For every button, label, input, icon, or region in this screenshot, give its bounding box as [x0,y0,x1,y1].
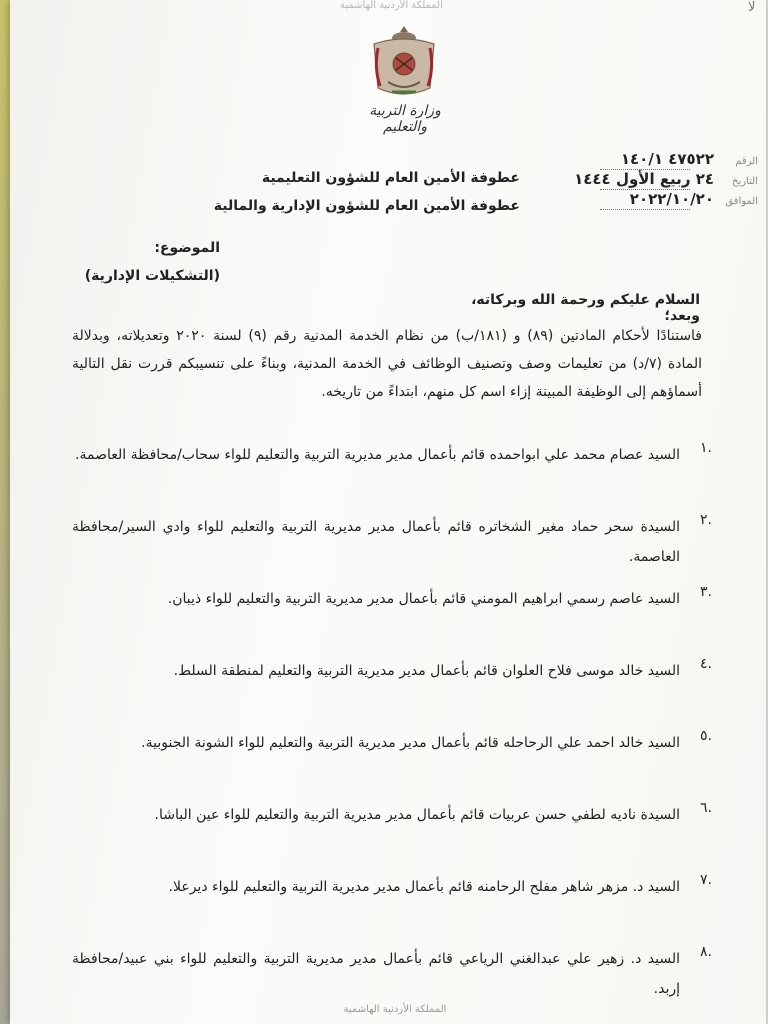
list-item [72,650,712,722]
item-text: السيد د. مزهر شاهر مفلح الرحامنه قائم بأعمال مدير مديرية التربية والتعليم للواء ديرعلا. [168,879,680,895]
addressee-1: عطوفة الأمين العام للشؤون التعليمية [261,170,520,186]
reference-date-label: التاريخ [732,176,758,187]
reference-date-value: ٢٤ ربيع الأول ١٤٤٤ [574,170,714,188]
item-text: السيد خالد احمد علي الرحاحله قائم بأعمال مدير مديرية التربية والتعليم للواء الشونة الجنوبية. [141,735,680,751]
item-text: السيدة سحر حماد مغير الشخاتره قائم بأعمال مدير مديرية التربية والتعليم للواء وادي السير/محافظة العاصمة. [72,519,680,565]
appointments-list [72,434,712,1010]
reference-number-label: الرقم [735,156,758,167]
item-number: .٤ [700,656,712,672]
item-number: .٧ [700,872,712,888]
item-number: .٨ [700,944,712,960]
reference-underline [600,169,690,170]
ministry-name: وزارة التربية والتعليم [369,103,441,135]
item-text: السيد د. زهير علي عبدالغني الرياعي قائم بأعمال مدير مديرية التربية والتعليم للواء بني عبيد/محافظة إربد. [72,951,680,997]
reference-corresponding-label: الموافق [725,196,758,207]
reference-number-row [568,150,758,170]
item-number: .٢ [700,512,712,528]
background-edge [0,0,10,1024]
list-item [72,866,712,938]
list-item [72,722,712,794]
reference-corresponding-row [568,190,758,210]
reference-block [568,150,758,210]
reference-underline [600,189,690,190]
item-number: .٣ [700,584,712,600]
list-item [72,506,712,578]
list-item [72,938,712,1010]
coat-of-arms-emblem [368,22,440,102]
corner-mark: ﻻ [748,0,756,15]
subject-value: (التشكيلات الإدارية) [84,268,220,284]
item-text: السيد عصام محمد علي ابواحمده قائم بأعمال مدير مديرية التربية والتعليم للواء سحاب/محافظة العاصمة. [75,447,680,463]
greeting: السلام عليكم ورحمة الله وبركاته، وبعد؛ [471,292,700,324]
reference-corresponding-value: ٢٠٢٢/١٠/٢٠ [629,190,714,208]
reference-number-value: ٤٧٥٢٢ ١٤٠/١ [620,150,714,168]
item-number: .٥ [700,728,712,744]
list-item [72,794,712,866]
footer-faint-text: المملكة الأردنية الهاشمية [343,1004,447,1015]
reference-underline [600,209,690,210]
item-number: .١ [700,440,712,456]
item-text: السيد عاصم رسمي ابراهيم المومني قائم بأعمال مدير مديرية التربية والتعليم للواء ذيبان. [167,591,680,607]
list-item [72,578,712,650]
reference-date-row [568,170,758,190]
addressee-2: عطوفة الأمين العام للشؤون الإدارية والمالية [213,198,520,214]
item-text: السيدة ناديه لطفي حسن عربيات قائم بأعمال مدير مديرية التربية والتعليم للواء عين الباشا. [154,807,680,823]
subject-label: الموضوع: [154,240,220,256]
intro-paragraph: فاستنادًا لأحكام المادتين (٨٩) و (١٨١/ب) من نظام الخدمة المدنية رقم (٩) لسنة ٢٠٢٠ وتعديلاته، وبدلالة المادة (٧/د) من تعليمات وصف وتصنيف الوظائف في الخدمة المدنية، وبناءً على تنسيبكم قررت نقل التالية أسماؤهم إلى الوظيفة المبينة إزاء اسم كل منهم، ابتداءً من تاريخه. [72,328,703,400]
document-page [10,0,766,1024]
item-text: السيد خالد موسى فلاح العلوان قائم بأعمال مدير مديرية التربية والتعليم لمنطقة السلط. [173,663,680,679]
item-number: .٦ [700,800,712,816]
list-item [72,434,712,506]
top-faint-text: المملكة الأردنية الهاشمية [340,0,443,11]
